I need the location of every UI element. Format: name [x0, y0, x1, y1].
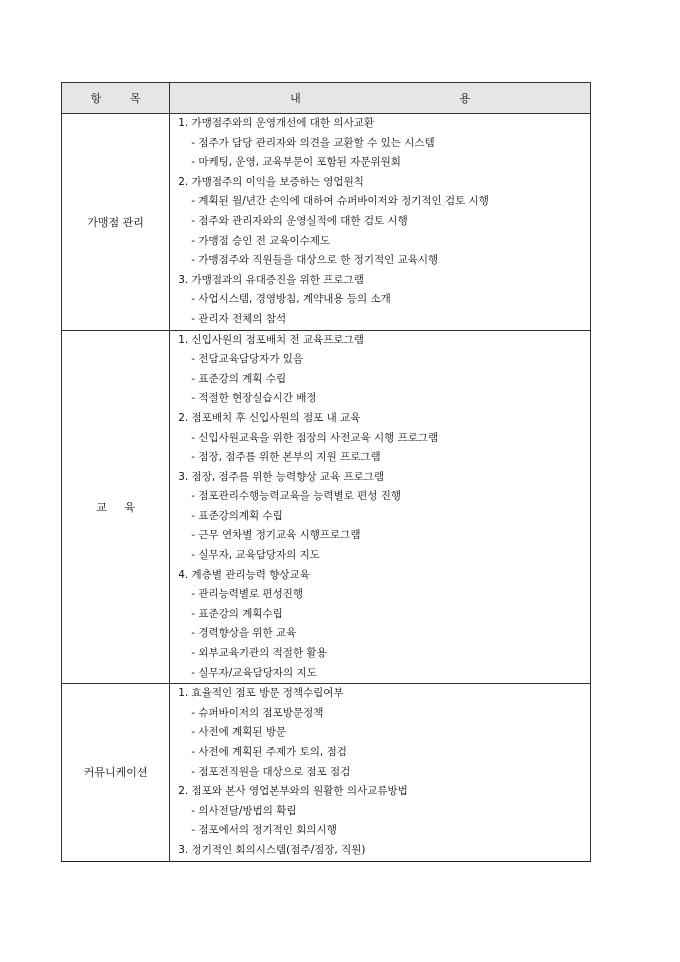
content-sub-item: - 가맹점주와 직원들을 대상으로 한 정기적인 교육시행 — [191, 254, 439, 267]
category-label: 교 육 — [96, 500, 135, 514]
document-table — [61, 82, 591, 862]
header-item-left: 항 — [90, 92, 102, 105]
content-sub-item: - 실무자, 교육담당자의 지도 — [191, 549, 320, 562]
content-sub-item: - 사전에 계획된 방문 — [191, 726, 287, 739]
content-sub-item: - 슈퍼바이저의 점포방문정책 — [191, 706, 324, 719]
header-item-right: 목 — [129, 92, 141, 105]
content-heading: 2. 가맹점주의 이익을 보증하는 영업원칙 — [178, 175, 364, 188]
category-label: 커뮤니케이션 — [83, 766, 148, 780]
content-heading: 3. 가맹점과의 유대증진을 위한 프로그램 — [178, 273, 364, 286]
header-item — [62, 83, 170, 114]
content-sub-item: - 점장, 점주를 위한 본부의 지원 프로그램 — [191, 451, 381, 464]
content-sub-item: - 적절한 현장실습시간 배정 — [191, 392, 317, 405]
header-content-right: 용 — [459, 92, 471, 105]
content-sub-item: - 점주가 담당 관리자와 의견을 교환할 수 있는 시스템 — [191, 136, 435, 149]
table-row — [62, 684, 591, 861]
content-heading: 1. 효율적인 점포 방문 정책수립여부 — [178, 687, 344, 700]
content-sub-item: - 경력향상을 위한 교육 — [191, 627, 297, 640]
content-cell — [170, 330, 591, 684]
content-sub-item: - 표준강의 계획 수립 — [191, 372, 287, 385]
content-sub-item: - 관리자 전체의 참석 — [191, 312, 287, 325]
content-sub-item: - 외부교육기관의 적절한 활용 — [191, 647, 327, 660]
content-sub-item: - 표준강의계획 수립 — [191, 509, 283, 522]
table-row — [62, 330, 591, 684]
header-content-left: 내 — [290, 92, 301, 105]
content-sub-item: - 계획된 월/년간 손익에 대하여 슈퍼바이저와 정기적인 검토 시행 — [191, 195, 489, 208]
content-heading: 3. 정기적인 회의시스템(점주/점장, 직원) — [178, 843, 366, 856]
content-sub-item: - 관리능력별로 편성진행 — [191, 588, 304, 601]
content-sub-item: - 점포전직원을 대상으로 점포 점검 — [191, 765, 351, 778]
table-header-row — [62, 83, 591, 114]
category-cell — [62, 684, 170, 861]
content-sub-item: - 표준강의 계획수립 — [191, 607, 283, 620]
content-sub-item: - 가맹점 승인 전 교육이수제도 — [191, 234, 331, 247]
content-heading: 1. 신입사원의 점포배치 전 교육프로그램 — [178, 333, 364, 346]
category-label: 가맹점 관리 — [87, 215, 144, 229]
content-heading: 2. 점포와 본사 영업본부와의 원활한 의사교류방법 — [178, 785, 408, 798]
content-heading: 4. 계층별 관리능력 향상교육 — [178, 568, 310, 581]
content-sub-item: - 전담교육담당자가 있음 — [191, 353, 304, 366]
content-sub-item: - 의사전달/방법의 확립 — [191, 804, 297, 817]
content-sub-item: - 신입사원교육을 위한 점장의 사전교육 시행 프로그램 — [191, 431, 439, 444]
content-sub-item: - 마케팅, 운영, 교육부문이 포함된 자문위원회 — [191, 156, 401, 169]
content-heading: 3. 점장, 점주를 위한 능력향상 교육 프로그램 — [178, 470, 385, 483]
category-cell — [62, 114, 170, 331]
header-content — [170, 83, 591, 114]
content-sub-item: - 사전에 계획된 주제가 토의, 점검 — [191, 746, 347, 758]
content-sub-item: - 점포에서의 정기적인 회의시행 — [191, 824, 337, 837]
content-sub-item: - 실무자/교육담당자의 지도 — [191, 666, 317, 679]
content-sub-item: - 근무 연차별 정기교육 시행프로그램 — [191, 529, 361, 542]
content-sub-item: - 사업시스템, 경영방침, 계약내용 등의 소개 — [191, 293, 391, 306]
content-sub-item: - 점포관리수행능력교육을 능력별로 편성 진행 — [191, 490, 402, 503]
content-sub-item: - 점주와 관리자와의 운영실적에 대한 검토 시행 — [191, 214, 408, 227]
content-heading: 2. 점포배치 후 신입사원의 점포 내 교육 — [178, 411, 361, 424]
content-heading: 1. 가맹점주와의 운영개선에 대한 의사교환 — [178, 117, 375, 129]
content-cell — [170, 684, 591, 861]
category-cell — [62, 330, 170, 684]
table-row — [62, 114, 591, 331]
content-cell — [170, 114, 591, 331]
